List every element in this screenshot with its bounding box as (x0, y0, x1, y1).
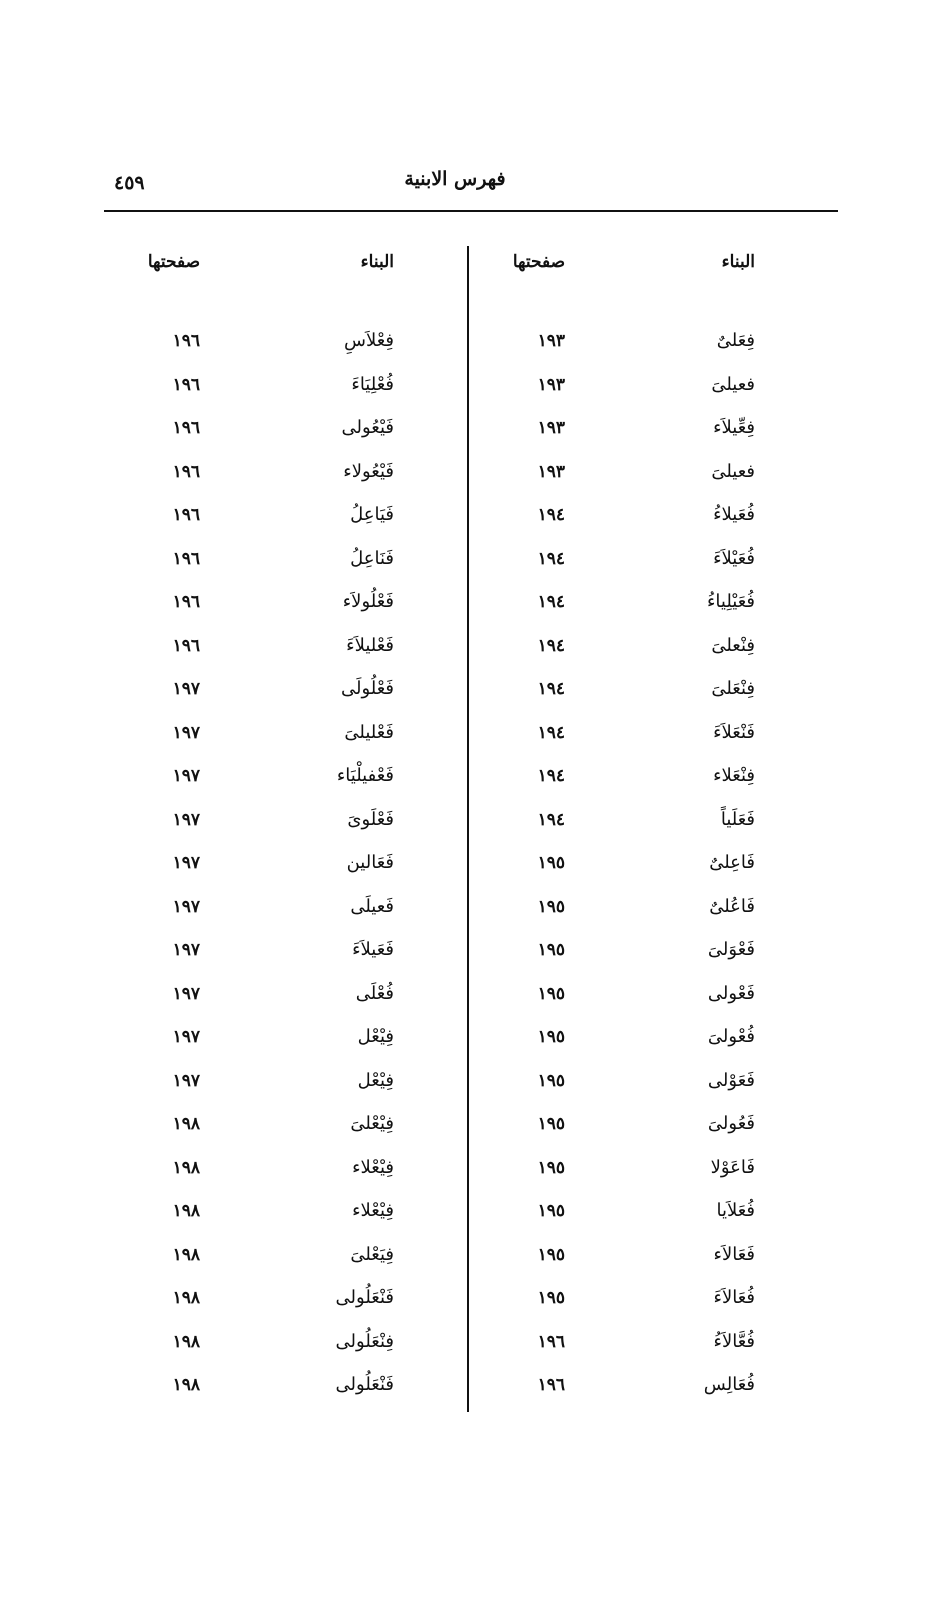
pattern-cell: فَعَوْلى (707, 1069, 755, 1091)
page-cell: ١٩٧ (172, 1070, 200, 1091)
pattern-cell: فَنَاعِلُ (350, 547, 394, 569)
page-cell: ١٩٧ (172, 679, 200, 699)
table-row (0, 459, 950, 503)
pattern-cell: فَيْعُولى (341, 417, 394, 438)
page-cell: ١٩٧ (172, 722, 200, 743)
page-cell: ١٩٥ (537, 1114, 565, 1134)
pattern-cell: فَعَيلاَءَ (352, 939, 394, 960)
table-row (0, 763, 950, 807)
table-row (0, 981, 950, 1025)
pattern-cell: فِيْعْلاء (352, 1200, 394, 1221)
pattern-cell: فَاعُلىٌ (709, 895, 755, 917)
right-pattern-header: البناء (721, 252, 755, 272)
page-cell: ١٩٦ (172, 635, 200, 656)
page-cell: ١٩٥ (537, 1027, 565, 1047)
pattern-cell: فِعِّيلاَء (713, 417, 755, 438)
page-cell: ١٩٨ (172, 1201, 200, 1221)
table-row (0, 807, 950, 851)
page-cell: ١٩٤ (537, 635, 565, 656)
pattern-cell: فَعْليلىَ (344, 721, 394, 743)
page-cell: ١٩٥ (537, 853, 565, 873)
table-row (0, 1242, 950, 1286)
table-row (0, 1068, 950, 1112)
pattern-cell: فعيلىَ (711, 460, 755, 482)
table-row (0, 1372, 950, 1416)
pattern-cell: فَعَالين (346, 852, 394, 873)
page-cell: ١٩٨ (172, 1244, 200, 1265)
page-cell: ١٩٣ (537, 331, 565, 351)
page-cell: ١٩٥ (537, 983, 565, 1004)
pattern-cell: فِنْعَلُولى (335, 1330, 394, 1352)
pattern-cell: فُعَلاَيا (716, 1200, 755, 1221)
page-cell: ١٩٦ (172, 374, 200, 395)
pattern-cell: فَعْولى (707, 982, 755, 1004)
table-row (0, 720, 950, 764)
page-cell: ١٩٨ (172, 1331, 200, 1352)
page-cell: ١٩٧ (172, 1027, 200, 1047)
page-cell: ١٩٦ (537, 1331, 565, 1352)
page-cell: ١٩٤ (537, 766, 565, 786)
page-cell: ١٩٧ (172, 896, 200, 917)
page-cell: ١٩٦ (172, 418, 200, 438)
pattern-cell: فَعْلُولاَء (342, 591, 394, 612)
table-row (0, 1155, 950, 1199)
page-cell: ١٩٧ (172, 809, 200, 830)
page-cell: ١٩٣ (537, 461, 565, 482)
pattern-cell: فَاعَوْلا (710, 1156, 755, 1178)
pattern-cell: فَعيلَى (350, 895, 394, 917)
table-row (0, 1285, 950, 1329)
table-row (0, 372, 950, 416)
pattern-cell: فَعَالاَء (713, 1243, 755, 1265)
pattern-cell: فَعْليلاَءَ (346, 634, 394, 656)
pattern-cell: فُعَّالاَءُ (713, 1330, 755, 1352)
page-cell: ١٩٣ (537, 418, 565, 438)
pattern-cell: فَيْعُولاء (343, 460, 394, 482)
table-row (0, 1024, 950, 1068)
page-cell: ١٩٨ (172, 1375, 200, 1395)
table-row (0, 850, 950, 894)
pattern-cell: فُعَالِس (703, 1374, 755, 1395)
pattern-cell: فِيْعْلىَ (350, 1113, 394, 1134)
page-cell: ١٩٨ (172, 1114, 200, 1134)
pattern-cell: فُعَيْلِياءُ (706, 591, 755, 612)
pattern-cell: فِيْعْلاء (352, 1156, 394, 1178)
page-cell: ١٩٦ (172, 461, 200, 482)
page-cell: ١٩٥ (537, 1244, 565, 1265)
page-cell: ١٩٧ (172, 853, 200, 873)
pattern-cell: فَعْوَلىَ (707, 939, 755, 960)
page-cell: ١٩٤ (537, 722, 565, 743)
page-cell: ١٩٨ (172, 1288, 200, 1308)
table-row (0, 589, 950, 633)
pattern-cell: فُعَيْلاَءَ (713, 547, 755, 569)
page-cell: ١٩٦ (172, 505, 200, 525)
pattern-cell: فِيَعْلىَ (350, 1243, 394, 1265)
left-pattern-header: البناء (360, 252, 394, 272)
pattern-cell: فِيْعْل (357, 1069, 394, 1091)
table-row (0, 1329, 950, 1373)
page-cell: ١٩٤ (537, 548, 565, 569)
pattern-cell: فعيلىَ (711, 373, 755, 395)
pattern-cell: فُعْلِيَاءَ (351, 373, 394, 395)
table-row (0, 502, 950, 546)
pattern-cell: فَنْعَلُولى (335, 1374, 394, 1395)
page-cell: ١٩٦ (172, 592, 200, 612)
table-row (0, 676, 950, 720)
pattern-cell: فِنْعَلاء (713, 765, 755, 786)
page-cell: ١٩٤ (537, 809, 565, 830)
index-table (0, 328, 950, 1416)
page-cell: ١٩٤ (537, 679, 565, 699)
page-cell: ١٩٥ (537, 940, 565, 960)
table-row (0, 415, 950, 459)
table-row (0, 1111, 950, 1155)
table-row (0, 1198, 950, 1242)
pattern-cell: فُعْولىَ (707, 1026, 755, 1047)
pattern-cell: فُعَالاَءَ (713, 1287, 755, 1308)
page-cell: ١٩٥ (537, 896, 565, 917)
pattern-cell: فُعَيلاءُ (713, 504, 755, 525)
page-cell: ١٩٧ (172, 983, 200, 1004)
page-cell: ١٩٣ (537, 374, 565, 395)
page-cell: ١٩٤ (537, 505, 565, 525)
page-cell: ١٩٥ (537, 1157, 565, 1178)
page-cell: ١٩٧ (172, 766, 200, 786)
pattern-cell: فِعْلاَسِ (343, 330, 394, 351)
right-page-header: صفحتها (512, 252, 565, 272)
pattern-cell: فَعْلُولَى (340, 678, 394, 699)
table-row (0, 633, 950, 677)
pattern-cell: فَنْعَلاَءَ (713, 721, 755, 743)
page-cell: ١٩٦ (537, 1375, 565, 1395)
left-page-header: صفحتها (147, 252, 200, 272)
pattern-cell: فَنْعَلُولى (335, 1287, 394, 1308)
pattern-cell: فَعْفيلْيَاء (336, 765, 394, 786)
table-row (0, 894, 950, 938)
pattern-cell: فَعْلَوىَ (347, 808, 394, 830)
page-cell: ١٩٥ (537, 1070, 565, 1091)
pattern-cell: فَعُولىَ (707, 1113, 755, 1134)
table-row (0, 328, 950, 372)
pattern-cell: فَعَلَياً (720, 808, 755, 830)
pattern-cell: فَاعِلىٌ (709, 852, 755, 873)
table-row (0, 937, 950, 981)
pattern-cell: فِنْعلىَ (711, 634, 755, 656)
pattern-cell: فِعَلىٌ (716, 330, 755, 351)
page-cell: ١٩٥ (537, 1288, 565, 1308)
page-cell: ١٩٧ (172, 940, 200, 960)
table-row (0, 546, 950, 590)
pattern-cell: فِنْعَلىَ (711, 678, 755, 699)
pattern-cell: فُعْلَى (355, 982, 394, 1004)
page-cell: ١٩٥ (537, 1201, 565, 1221)
running-title: فهرس الابنية (404, 168, 506, 190)
page-cell: ١٩٨ (172, 1157, 200, 1178)
page-number: ٤٥٩ (114, 172, 145, 194)
page-cell: ١٩٦ (172, 548, 200, 569)
pattern-cell: فَيَاعِلُ (350, 504, 394, 525)
pattern-cell: فِيْعْل (357, 1026, 394, 1047)
page-cell: ١٩٦ (172, 331, 200, 351)
page-cell: ١٩٤ (537, 592, 565, 612)
header-rule (104, 210, 838, 212)
